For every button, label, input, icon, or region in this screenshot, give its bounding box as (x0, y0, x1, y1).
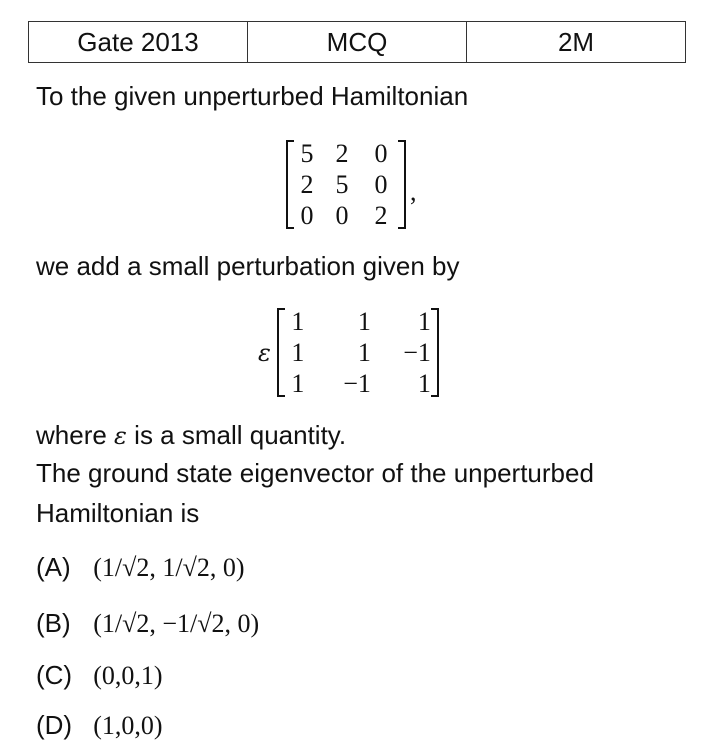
option-a[interactable] (36, 551, 245, 584)
epsilon-line-pre: where (36, 420, 115, 450)
matrix-cell: 2 (300, 170, 314, 199)
epsilon-inline: ε (114, 422, 127, 450)
matrix-cell: −1 (403, 338, 431, 367)
matrix-cell: 1 (291, 338, 305, 367)
matrix-cell: −1 (343, 369, 371, 398)
epsilon-line-post: is a small quantity. (126, 420, 347, 450)
matrix-cell: 2 (374, 201, 388, 230)
left-bracket (286, 140, 294, 229)
option-value: (1/√2, −1/√2, 0) (93, 609, 260, 638)
option-value: (0,0,1) (93, 661, 163, 690)
option-label: (B) (36, 608, 71, 638)
matrix-cell: 5 (335, 170, 349, 199)
matrix-cell: 1 (417, 369, 431, 398)
header-table (28, 21, 686, 63)
matrix-cell: 1 (417, 307, 431, 336)
option-d[interactable] (36, 709, 163, 742)
perturbation-matrix-wrap (258, 306, 439, 399)
option-value: (1,0,0) (93, 711, 163, 740)
marks-cell: 2M (467, 22, 686, 63)
matrix-cell: 0 (374, 139, 388, 168)
exam-cell: Gate 2013 (29, 22, 248, 63)
prompt-line-2: Hamiltonian is (36, 498, 200, 528)
matrix-cell: 0 (300, 201, 314, 230)
option-label: (C) (36, 660, 73, 690)
prompt-line-1: The ground state eigenvector of the unperturbed (36, 458, 594, 488)
type-cell: MCQ (248, 22, 467, 63)
matrix-cell: 1 (291, 369, 305, 398)
epsilon-symbol: ε (258, 338, 271, 367)
right-bracket (431, 308, 439, 397)
question-intro: To the given unperturbed Hamiltonian (36, 81, 469, 111)
perturbation-matrix (277, 306, 439, 399)
matrix-cell: 0 (374, 170, 388, 199)
option-value: (1/√2, 1/√2, 0) (93, 553, 245, 582)
matrix-cell: 1 (357, 338, 371, 367)
matrix-cell: 2 (335, 139, 349, 168)
right-bracket (398, 140, 406, 229)
option-b[interactable] (36, 607, 259, 640)
matrix-cell: 0 (335, 201, 349, 230)
matrix-cell: 1 (291, 307, 305, 336)
matrix-comma: , (410, 176, 417, 206)
left-bracket (277, 308, 285, 397)
option-label: (D) (36, 710, 73, 740)
matrix-cell: 5 (300, 139, 314, 168)
epsilon-description (36, 419, 346, 452)
perturbation-intro: we add a small perturbation given by (36, 251, 460, 281)
hamiltonian-matrix (286, 138, 406, 231)
matrix-cell: 1 (357, 307, 371, 336)
header-row (29, 22, 686, 63)
option-label: (A) (36, 552, 71, 582)
option-c[interactable] (36, 659, 163, 692)
hamiltonian-matrix-wrap (286, 138, 417, 231)
